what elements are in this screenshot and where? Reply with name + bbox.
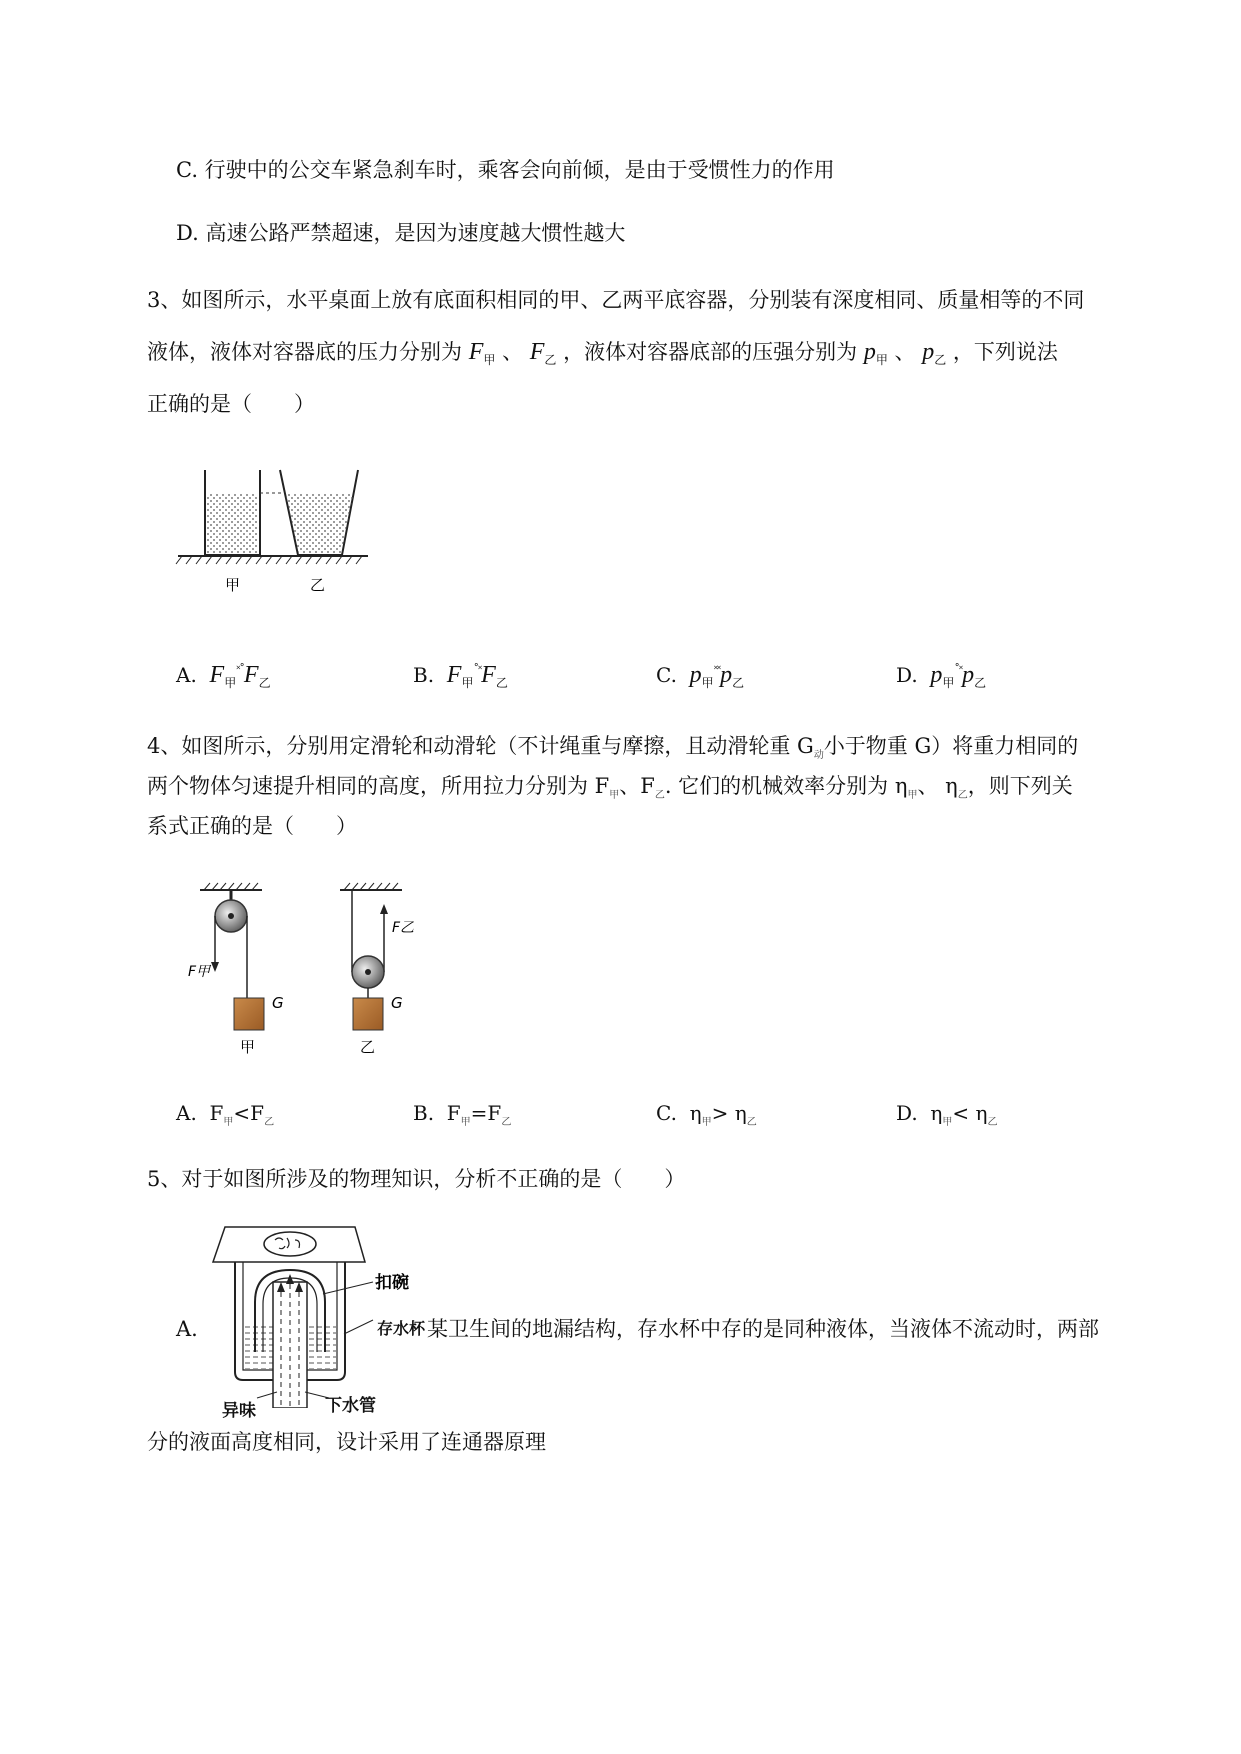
force-label-jia: F甲 [188, 964, 211, 980]
q4-stem-line1: 4、如图所示，分别用定滑轮和动滑轮（不计绳重与摩擦，且动滑轮重 $G_动$小于物重 G）将重力相同的 [147, 734, 1079, 761]
label-pipe: 下水管 [325, 1396, 376, 1416]
q4-option-c[interactable]: C. $\eta_甲> \eta_乙$ [656, 1101, 757, 1128]
pulley-figure [180, 880, 470, 1060]
label-odor: 异味 [222, 1401, 256, 1421]
force-label-yi: F乙 [392, 920, 415, 936]
q3-option-b[interactable]: B. $F_甲^{˚˟}F_乙$ [413, 662, 508, 690]
table-surface [176, 556, 368, 564]
q5-stem: 5、对于如图所涉及的物理知识，分析不正确的是（ ） [147, 1167, 686, 1191]
q3-option-c[interactable]: C. $p_甲^{˟˟}p_乙$ [656, 662, 745, 690]
pulley-label-yi: 乙 [360, 1038, 376, 1056]
drain-pipe [273, 1282, 307, 1408]
q3-stem-line3: 正确的是（ ） [147, 392, 315, 416]
q4-option-d[interactable]: D. $\eta_甲< \eta_乙$ [896, 1101, 998, 1128]
q2-option-d: D. 高速公路严禁超速，是因为速度越大惯性越大 [176, 221, 626, 245]
q3-option-d[interactable]: D. $p_甲^{˚˟}p_乙$ [896, 662, 987, 690]
containers-figure [170, 460, 370, 600]
fixed-pulley [200, 883, 264, 1030]
q3-stem-line1: 3、如图所示，水平桌面上放有底面积相同的甲、乙两平底容器，分别装有深度相同、质量相等的不同 [147, 288, 1085, 312]
weight-label-yi: G [391, 994, 403, 1012]
q2-option-c: C. 行驶中的公交车紧急刹车时，乘客会向前倾，是由于受惯性力的作用 [176, 158, 835, 182]
container-label-yi: 乙 [310, 576, 326, 594]
q4-option-a[interactable]: A. $F_甲<F_乙$ [176, 1101, 275, 1128]
q4-option-b[interactable]: B. $F_甲=F_乙$ [413, 1101, 512, 1128]
q4-stem-line2: 两个物体匀速提升相同的高度，所用拉力分别为 $F_甲$、$F_乙$. 它们的机械效率分别为 $\eta_甲$、 $\eta_乙$，则下列关 [147, 774, 1073, 801]
drain-grate [264, 1232, 316, 1256]
pulley-label-jia: 甲 [240, 1038, 256, 1056]
container-jia [205, 470, 260, 555]
q3-stem-line2: 液体，液体对容器底的压力分别为 $F_甲$ 、 $F_乙$ ，液体对容器底部的压强分别为 $p_甲$ 、 $p_乙$ ，下列说法 [147, 339, 1058, 367]
q5-option-a-text: 某卫生间的地漏结构，存水杯中存的是同种液体，当液体不流动时，两部 [427, 1317, 1099, 1341]
weight-label-jia: G [272, 994, 284, 1012]
container-label-jia: 甲 [225, 576, 241, 594]
label-bowl: 扣碗 [375, 1273, 409, 1293]
q5-option-a-letter[interactable]: A. [176, 1317, 198, 1341]
q5-option-a-line2: 分的液面高度相同，设计采用了连通器原理 [147, 1430, 546, 1454]
q3-option-a[interactable]: A. $F_甲^{˟˚}F_乙$ [176, 662, 271, 690]
q4-stem-line3: 系式正确的是（ ） [147, 814, 357, 838]
label-cup: 存水杯 [377, 1319, 426, 1338]
container-yi [280, 470, 358, 555]
